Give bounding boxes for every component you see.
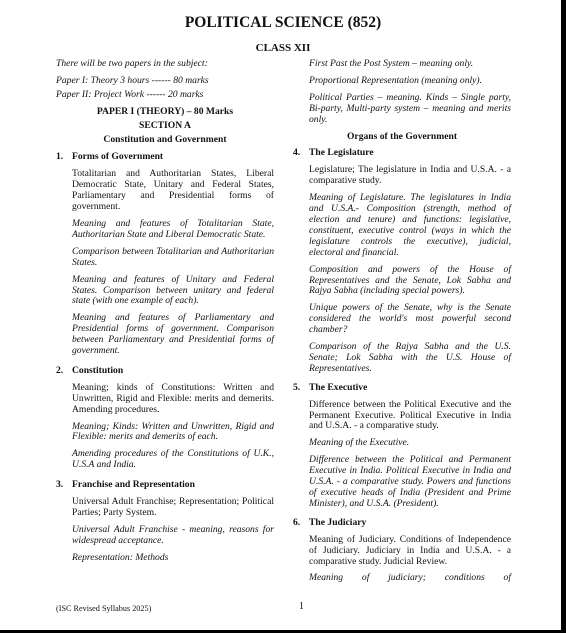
- right-column: [293, 59, 511, 590]
- paragraph: Representation: Methods: [72, 551, 169, 563]
- heading-number: 2.: [56, 364, 64, 376]
- paragraph: Totalitarian and Authoritarian States, Liberal Democratic State, Unitary and Federal States, Parliamentary and Presidential forms of government.: [72, 168, 274, 213]
- paper-2-line: Paper II: Project Work ------ 20 marks: [56, 88, 204, 100]
- paper-heading: PAPER I (THEORY) – 80 Marks: [96, 105, 234, 117]
- heading-number: 6.: [293, 516, 301, 528]
- paragraph: Meaning of Judiciary. Conditions of Independence of Judiciary. Judiciary in India and U.S.A. - a comparative study. Judicial Review.: [309, 533, 511, 567]
- paragraph: Comparison of the Rajya Sabha and the U.S. Senate; Lok Sabha with the U.S. House of Representatives.: [309, 341, 511, 374]
- heading-number: 5.: [293, 381, 301, 393]
- paragraph: Political Parties – meaning. Kinds – Single party, Bi-party, Multi-party system – meaning and merits only.: [309, 91, 511, 125]
- heading-constitution: [56, 366, 274, 377]
- paragraph: Meaning and features of Unitary and Federal States. Comparison between unitary and federal state (with one example of each).: [72, 273, 274, 307]
- section-heading: SECTION A: [139, 119, 191, 131]
- left-column: [56, 59, 274, 570]
- heading-franchise: [56, 480, 274, 491]
- organs-heading: Organs of the Government: [346, 130, 458, 142]
- paragraph: Universal Adult Franchise - meaning, reasons for widespread acceptance.: [72, 523, 274, 546]
- paragraph: Meaning and features of Parliamentary and Presidential forms of government. Comparison between Parliamentary and Presidential forms of government.: [72, 312, 274, 357]
- paragraph: Composition and powers of the House of Representatives and the Senate, Lok Sabha and Rajya Sabha (including special powers).: [309, 263, 511, 297]
- heading-text: The Legislature: [309, 147, 374, 159]
- paragraph: First Past the Post System – meaning only.: [309, 58, 474, 69]
- heading-text: Forms of Government: [72, 151, 164, 163]
- section-title: Constitution and Government: [103, 133, 227, 145]
- heading-text: The Judiciary: [309, 516, 367, 528]
- paragraph: Meaning; Kinds: Written and Unwritten, Rigid and Flexible: merits and demerits of each.: [72, 420, 274, 443]
- heading-number: 1.: [56, 151, 64, 163]
- footer-note: (ISC Revised Syllabus 2025): [56, 604, 152, 613]
- class-label: CLASS XII: [255, 42, 311, 54]
- heading-judiciary: [293, 518, 511, 529]
- paragraph: Meaning; kinds of Constitutions: Written and Unwritten, Rigid and Flexible: merits and demerits. Amending procedures.: [72, 381, 274, 415]
- heading-forms-of-government: [56, 152, 274, 163]
- page-number: 1: [299, 601, 304, 612]
- paragraph: Universal Adult Franchise; Representation; Political Parties; Party System.: [72, 496, 274, 518]
- paragraph: Comparison between Totalitarian and Authoritarian States.: [72, 245, 274, 268]
- heading-number: 4.: [293, 147, 301, 159]
- paragraph: Proportional Representation (meaning only).: [309, 74, 483, 86]
- paragraph: Difference between the Political and Permanent Executive in India. Political Executive in India and U.S.A. - a comparative study. Powers and functions of executive heads of India (President and Prime Minister), and U.S.A. (President).: [309, 454, 511, 509]
- paragraph: Amending procedures of the Constitutions of U.K., U.S.A and India.: [72, 448, 274, 471]
- paragraph: Meaning and features of Totalitarian State, Authoritarian State and Liberal Democratic State.: [72, 217, 274, 240]
- page-title: POLITICAL SCIENCE (852): [184, 14, 382, 31]
- page-border-right: [561, 0, 566, 633]
- heading-text: Franchise and Representation: [72, 479, 195, 491]
- heading-legislature: [293, 148, 511, 159]
- paragraph: Legislature; The legislature in India and U.S.A. - a comparative study.: [309, 164, 511, 187]
- paragraph: Difference between the Political Executive and the Permanent Executive. Political Executive in India and U.S.A. - a comparative study.: [309, 398, 511, 432]
- heading-text: Constitution: [72, 364, 124, 376]
- heading-executive: [293, 383, 511, 394]
- paragraph: Unique powers of the Senate, why is the Senate considered the world's most powerful second chamber?: [309, 302, 511, 336]
- heading-text: The Executive: [309, 381, 368, 393]
- heading-number: 3.: [56, 479, 64, 491]
- paragraph: Meaning of judiciary; conditions of: [309, 572, 511, 584]
- intro-text: There will be two papers in the subject:: [56, 58, 208, 69]
- paragraph: Meaning of the Executive.: [309, 437, 410, 449]
- paragraph: Meaning of Legislature. The legislatures in India and U.S.A.- Composition (strength, method of election and tenure) and functions: legislative, constituent, executive control (ways in which the legislature controls the executive), judicial, electoral and financial.: [309, 192, 511, 258]
- paper-1-line: Paper I: Theory 3 hours ------ 80 marks: [56, 74, 209, 86]
